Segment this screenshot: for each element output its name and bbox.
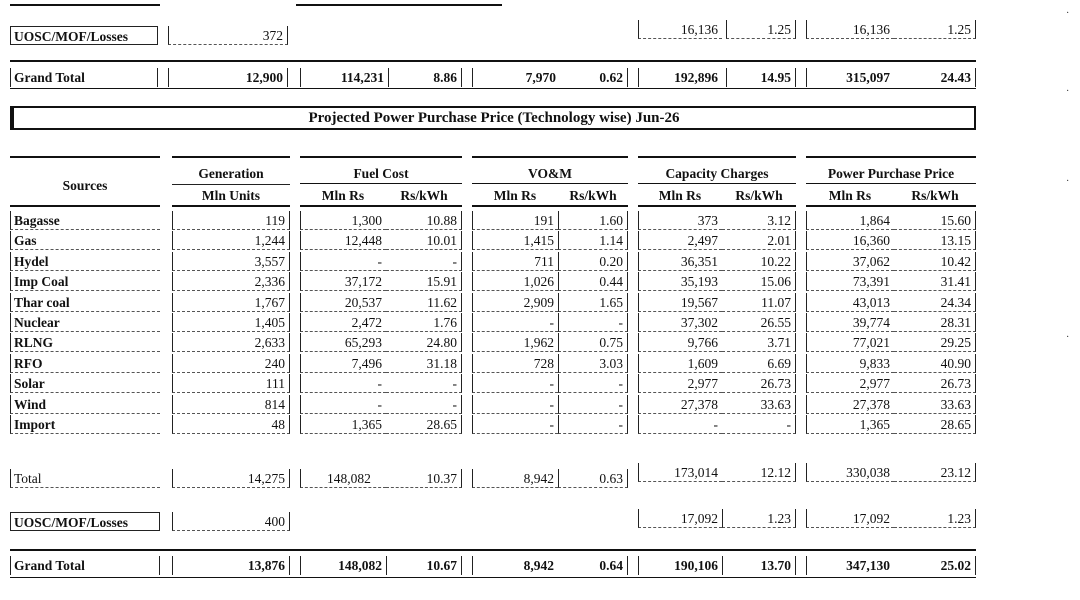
capacity-mlnrs-value: 2,497	[638, 231, 722, 250]
fuel-mlnrs-value: 1,300	[300, 211, 386, 230]
header-fuel-cost: Fuel Cost	[353, 166, 409, 181]
header-bottom-rule	[10, 205, 160, 207]
top-cutoff-line	[462, 4, 502, 6]
vom-mlnrs-value: -	[472, 395, 558, 414]
subheader-vom-mlnrs: Mln Rs	[493, 188, 537, 203]
grand-total-bottom-rule	[10, 577, 976, 578]
fuel-mlnrs-value: -	[300, 374, 386, 393]
vom-rate-value: -	[558, 374, 628, 393]
fuel-rate-value: 8.86	[388, 68, 462, 87]
source-label: Gas	[10, 231, 160, 250]
scan-speck: ·	[1066, 8, 1070, 19]
capacity-rate-value: 10.22	[722, 252, 796, 271]
grand-total-top-rule	[10, 60, 976, 62]
capacity-mlnrs-value: 35,193	[638, 272, 722, 291]
subheader-ppp-rskwh: Rs/kWh	[911, 188, 959, 203]
header-top-rule	[806, 156, 976, 158]
grand-total-bottom-rule	[10, 88, 976, 89]
generation-value: 1,767	[172, 293, 290, 312]
generation-value: 814	[172, 395, 290, 414]
ppp-rate-value: 1.25	[894, 20, 976, 39]
ppp-rate-value: 15.60	[894, 211, 976, 230]
capacity-rate-value: 26.73	[722, 374, 796, 393]
capacity-rate-value: -	[722, 415, 796, 434]
header-sources: Sources	[62, 178, 108, 193]
ppp-mlnrs-value: 9,833	[806, 354, 894, 373]
capacity-rate-value: 11.07	[722, 293, 796, 312]
generation-value: 12,900	[168, 68, 288, 87]
capacity-rate-value: 3.71	[722, 333, 796, 352]
vom-mlnrs-value: 728	[472, 354, 558, 373]
header-top-rule	[300, 156, 462, 158]
ppp-mlnrs-value: 17,092	[806, 509, 894, 528]
generation-value: 1,405	[172, 313, 290, 332]
source-label: RLNG	[10, 333, 160, 352]
ppp-rate-value: 10.42	[894, 252, 976, 271]
ppp-rate-value: 23.12	[894, 463, 976, 482]
source-label: Wind	[10, 395, 160, 414]
fuel-mlnrs-value: 65,293	[300, 333, 386, 352]
capacity-rate-value: 6.69	[722, 354, 796, 373]
vom-rate-value: -	[558, 415, 628, 434]
subheader-rule	[806, 183, 976, 184]
generation-value: 3,557	[172, 252, 290, 271]
vom-rate-value: 0.62	[560, 68, 628, 87]
ppp-mlnrs-value: 39,774	[806, 313, 894, 332]
header-vom: VO&M	[528, 166, 572, 181]
capacity-rate-value: 15.06	[722, 272, 796, 291]
capacity-rate-value: 12.12	[722, 463, 796, 482]
fuel-mlnrs-value: -	[300, 252, 386, 271]
capacity-rate-value: 1.23	[722, 509, 796, 528]
ppp-mlnrs-value: 73,391	[806, 272, 894, 291]
generation-value: 400	[172, 512, 290, 531]
capacity-mlnrs-value: 2,977	[638, 374, 722, 393]
capacity-mlnrs-value: 173,014	[638, 463, 722, 482]
generation-value: 240	[172, 354, 290, 373]
capacity-mlnrs-value: 373	[638, 211, 722, 230]
vom-rate-value: 0.63	[558, 469, 628, 488]
fuel-mlnrs-value: 2,472	[300, 313, 386, 332]
vom-mlnrs-value: 191	[472, 211, 558, 230]
vom-mlnrs-value: 8,942	[472, 469, 558, 488]
fuel-rate-value: -	[386, 395, 462, 414]
ppp-rate-value: 33.63	[894, 395, 976, 414]
capacity-mlnrs-value: 190,106	[638, 556, 722, 575]
vom-rate-value: 1.60	[558, 211, 628, 230]
generation-value: 13,876	[172, 556, 290, 575]
fuel-rate-value: 10.01	[386, 231, 462, 250]
fuel-rate-value: 10.37	[386, 469, 462, 488]
ppp-rate-value: 28.65	[894, 415, 976, 434]
fuel-mlnrs-value: -	[300, 395, 386, 414]
vom-mlnrs-value: 8,942	[472, 556, 558, 575]
capacity-mlnrs-value: -	[638, 415, 722, 434]
vom-mlnrs-value: 7,970	[472, 68, 560, 87]
source-label: RFO	[10, 354, 160, 373]
fuel-rate-value: 1.76	[386, 313, 462, 332]
fuel-rate-value: 28.65	[386, 415, 462, 434]
capacity-rate-value: 26.55	[722, 313, 796, 332]
header-top-rule	[172, 156, 290, 158]
subheader-mln-units: Mln Units	[201, 188, 261, 203]
vom-rate-value: 0.64	[558, 556, 628, 575]
subheader-rule	[300, 183, 462, 184]
fuel-mlnrs-value: 37,172	[300, 272, 386, 291]
capacity-mlnrs-value: 17,092	[638, 509, 722, 528]
ppp-mlnrs-value: 16,136	[806, 20, 894, 39]
subheader-capacity-rskwh: Rs/kWh	[735, 188, 783, 203]
top-cutoff-line	[10, 4, 160, 6]
vom-rate-value: 1.65	[558, 293, 628, 312]
capacity-rate-value: 3.12	[722, 211, 796, 230]
vom-rate-value: -	[558, 395, 628, 414]
fuel-rate-value: -	[386, 374, 462, 393]
header-top-rule	[638, 156, 796, 158]
fuel-rate-value: 10.88	[386, 211, 462, 230]
fuel-mlnrs-value: 20,537	[300, 293, 386, 312]
vom-rate-value: 0.20	[558, 252, 628, 271]
capacity-mlnrs-value: 19,567	[638, 293, 722, 312]
subheader-fuel-mlnrs: Mln Rs	[321, 188, 365, 203]
header-bottom-rule	[472, 205, 628, 207]
vom-mlnrs-value: 1,962	[472, 333, 558, 352]
scan-speck: ·	[1066, 176, 1070, 187]
ppp-rate-value: 24.34	[894, 293, 976, 312]
ppp-rate-value: 31.41	[894, 272, 976, 291]
row-label: UOSC/MOF/Losses	[10, 512, 160, 531]
top-cutoff-line	[296, 4, 466, 6]
row-label: Grand Total	[10, 68, 158, 87]
generation-value: 2,336	[172, 272, 290, 291]
capacity-rate-value: 14.95	[726, 68, 796, 87]
ppp-mlnrs-value: 1,864	[806, 211, 894, 230]
capacity-mlnrs-value: 27,378	[638, 395, 722, 414]
fuel-mlnrs-value: 148,082	[300, 469, 386, 488]
capacity-mlnrs-value: 37,302	[638, 313, 722, 332]
source-label: Solar	[10, 374, 160, 393]
fuel-mlnrs-value: 7,496	[300, 354, 386, 373]
ppp-rate-value: 29.25	[894, 333, 976, 352]
ppp-mlnrs-value: 16,360	[806, 231, 894, 250]
vom-rate-value: -	[558, 313, 628, 332]
ppp-mlnrs-value: 77,021	[806, 333, 894, 352]
header-capacity-charges: Capacity Charges	[665, 166, 769, 181]
capacity-mlnrs-value: 36,351	[638, 252, 722, 271]
generation-value: 119	[172, 211, 290, 230]
vom-rate-value: 1.14	[558, 231, 628, 250]
header-bottom-rule	[638, 205, 796, 207]
source-label: Bagasse	[10, 211, 160, 230]
fuel-mlnrs-value: 12,448	[300, 231, 386, 250]
source-label: Nuclear	[10, 313, 160, 332]
source-label: Import	[10, 415, 160, 434]
scan-speck: ·	[1066, 86, 1070, 97]
header-top-rule	[10, 156, 160, 158]
source-label: Hydel	[10, 252, 160, 271]
fuel-rate-value: -	[386, 252, 462, 271]
generation-value: 2,633	[172, 333, 290, 352]
vom-mlnrs-value: 711	[472, 252, 558, 271]
ppp-rate-value: 13.15	[894, 231, 976, 250]
ppp-rate-value: 26.73	[894, 374, 976, 393]
generation-value: 372	[168, 26, 288, 45]
fuel-mlnrs-value: 1,365	[300, 415, 386, 434]
fuel-rate-value: 10.67	[386, 556, 462, 575]
vom-mlnrs-value: -	[472, 415, 558, 434]
header-bottom-rule	[806, 205, 976, 207]
header-generation: Generation	[198, 166, 264, 181]
capacity-mlnrs-value: 16,136	[638, 20, 722, 39]
vom-mlnrs-value: 1,415	[472, 231, 558, 250]
header-power-purchase-price: Power Purchase Price	[827, 166, 955, 181]
vom-mlnrs-value: -	[472, 374, 558, 393]
vom-mlnrs-value: 2,909	[472, 293, 558, 312]
capacity-rate-value: 2.01	[722, 231, 796, 250]
ppp-mlnrs-value: 347,130	[806, 556, 894, 575]
scan-speck: ·	[1066, 332, 1070, 343]
generation-value: 111	[172, 374, 290, 393]
ppp-rate-value: 25.02	[894, 556, 976, 575]
ppp-mlnrs-value: 315,097	[806, 68, 894, 87]
row-label: UOSC/MOF/Losses	[10, 26, 158, 45]
subheader-rule	[638, 183, 796, 184]
ppp-mlnrs-value: 43,013	[806, 293, 894, 312]
capacity-rate-value: 33.63	[722, 395, 796, 414]
table-title: Projected Power Purchase Price (Technology wise) Jun-26	[10, 106, 976, 130]
generation-value: 1,244	[172, 231, 290, 250]
vom-mlnrs-value: -	[472, 313, 558, 332]
fuel-rate-value: 24.80	[386, 333, 462, 352]
generation-value: 14,275	[172, 469, 290, 488]
header-bottom-rule	[300, 205, 462, 207]
ppp-rate-value: 40.90	[894, 354, 976, 373]
subheader-fuel-rskwh: Rs/kWh	[400, 188, 448, 203]
fuel-rate-value: 31.18	[386, 354, 462, 373]
vom-rate-value: 0.75	[558, 333, 628, 352]
ppp-rate-value: 28.31	[894, 313, 976, 332]
capacity-mlnrs-value: 9,766	[638, 333, 722, 352]
subheader-capacity-mlnrs: Mln Rs	[658, 188, 702, 203]
ppp-rate-value: 24.43	[894, 68, 976, 87]
vom-mlnrs-value: 1,026	[472, 272, 558, 291]
fuel-rate-value: 11.62	[386, 293, 462, 312]
source-label: Thar coal	[10, 293, 160, 312]
generation-value: 48	[172, 415, 290, 434]
row-label: Grand Total	[10, 556, 160, 575]
fuel-mlnrs-value: 114,231	[300, 68, 388, 87]
header-bottom-rule	[172, 205, 290, 207]
ppp-mlnrs-value: 330,038	[806, 463, 894, 482]
ppp-rate-value: 1.23	[894, 509, 976, 528]
ppp-mlnrs-value: 2,977	[806, 374, 894, 393]
ppp-mlnrs-value: 1,365	[806, 415, 894, 434]
subheader-vom-rskwh: Rs/kWh	[569, 188, 617, 203]
row-label: Total	[10, 469, 160, 488]
ppp-mlnrs-value: 37,062	[806, 252, 894, 271]
subheader-rule	[472, 183, 628, 184]
grand-total-top-rule	[10, 549, 976, 551]
vom-rate-value: 3.03	[558, 354, 628, 373]
capacity-mlnrs-value: 1,609	[638, 354, 722, 373]
header-top-rule	[472, 156, 628, 158]
capacity-mlnrs-value: 192,896	[638, 68, 722, 87]
ppp-mlnrs-value: 27,378	[806, 395, 894, 414]
subheader-rule	[172, 184, 290, 185]
subheader-ppp-mlnrs: Mln Rs	[828, 188, 872, 203]
vom-rate-value: 0.44	[558, 272, 628, 291]
capacity-rate-value: 1.25	[726, 20, 796, 39]
fuel-mlnrs-value: 148,082	[300, 556, 386, 575]
capacity-rate-value: 13.70	[722, 556, 796, 575]
fuel-rate-value: 15.91	[386, 272, 462, 291]
source-label: Imp Coal	[10, 272, 160, 291]
